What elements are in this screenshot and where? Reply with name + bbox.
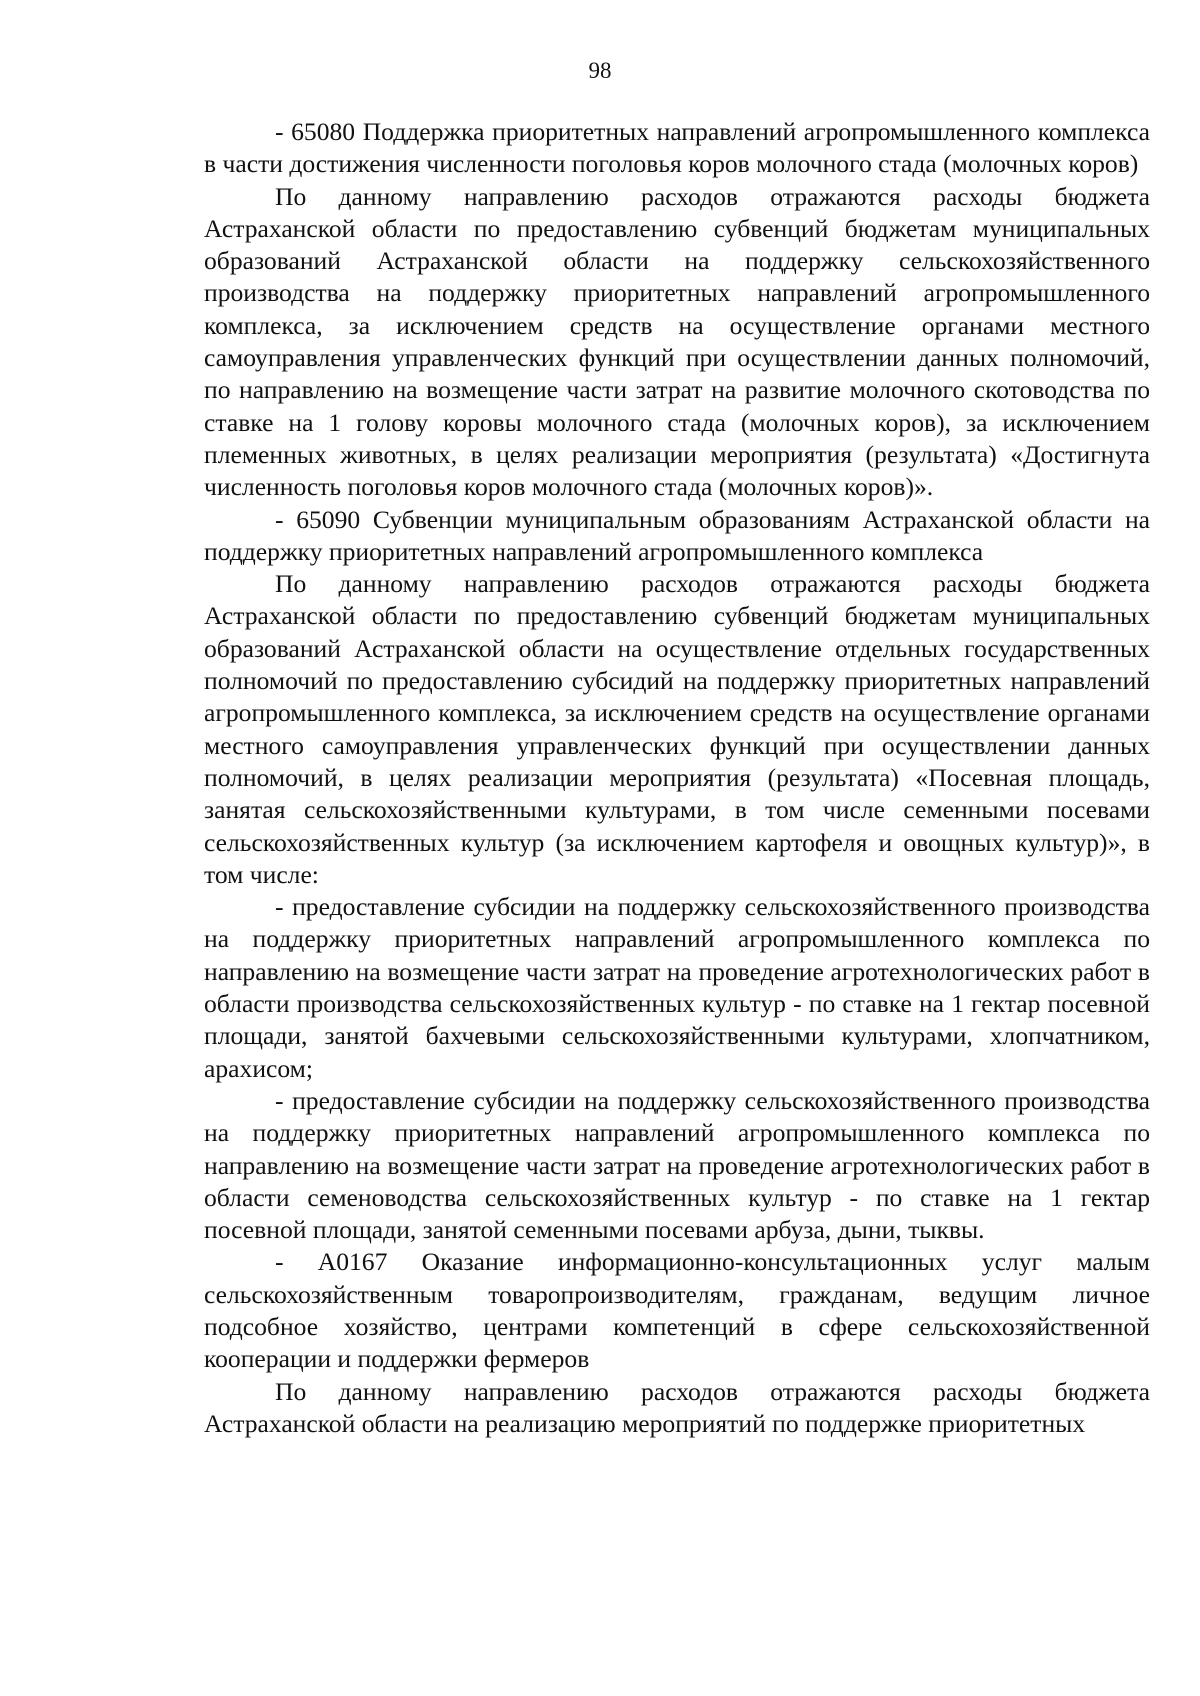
paragraph-65090-heading: - 65090 Субвенции муниципальным образованиям Астраханской области на поддержку приоритетных направлений агропромышленного комплекса	[204, 504, 1150, 566]
list-item-subsidy-production: - предоставление субсидии на поддержку сельскохозяйственного производства на поддержку приоритетных направлений агропромышленного комплекса по направлению на возмещение части затрат на проведение агротехнологических работ в области производства сельскохозяйственных культур - по ставке на 1 гектар посевной площади, занятой бахчевыми сельскохозяйственными культурами, хлопчатником, арахисом;	[204, 892, 1150, 1083]
page-number: 98	[588, 58, 612, 83]
paragraph-65080-heading: - 65080 Поддержка приоритетных направлений агропромышленного комплекса в части достижения численности поголовья коров молочного стада (молочных коров)	[204, 117, 1150, 179]
paragraph-65080-description: По данному направлению расходов отражаются расходы бюджета Астраханской области по предоставлению субвенций бюджетам муниципальных образований Астраханской области на поддержку сельскохозяйственного производства на поддержку приоритетных направлений агропромышленного комплекса, за исключением средств на осуществление органами местного самоуправления управленческих функций при осуществлении данных полномочий, по направлению на возмещение части затрат на развитие молочного скотоводства по ставке на 1 голову коровы молочного стада (молочных коров), за исключением племенных животных, в целях реализации мероприятия (результата) «Достигнута численность поголовья коров молочного стада (молочных коров)».	[204, 181, 1150, 502]
paragraph-a0167-heading: - А0167 Оказание информационно-консультационных услуг малым сельскохозяйственным товаропроизводителям, гражданам, ведущим личное подсобное хозяйство, центрами компетенций в сфере сельскохозяйственной кооперации и поддержки фермеров	[204, 1247, 1150, 1374]
paragraph-a0167-description: По данному направлению расходов отражаются расходы бюджета Астраханской области на реализацию мероприятий по поддержке приоритетных	[204, 1376, 1150, 1438]
paragraph-65090-description: По данному направлению расходов отражаются расходы бюджета Астраханской области по предоставлению субвенций бюджетам муниципальных образований Астраханской области на осуществление отдельных государственных полномочий по предоставлению субсидий на поддержку приоритетных направлений агропромышленного комплекса, за исключением средств на осуществление органами местного самоуправления управленческих функций при осуществлении данных полномочий, в целях реализации мероприятия (результата) «Посевная площадь, занятая сельскохозяйственными культурами, в том числе семенными посевами сельскохозяйственных культур (за исключением картофеля и овощных культур)», в том числе:	[204, 569, 1150, 889]
list-item-subsidy-seed-growing: - предоставление субсидии на поддержку сельскохозяйственного производства на поддержку приоритетных направлений агропромышленного комплекса по направлению на возмещение части затрат на проведение агротехнологических работ в области семеноводства сельскохозяйственных культур - по ставке на 1 гектар посевной площади, занятой семенными посевами арбуза, дыни, тыквы.	[204, 1085, 1150, 1245]
document-body	[204, 116, 1150, 1440]
